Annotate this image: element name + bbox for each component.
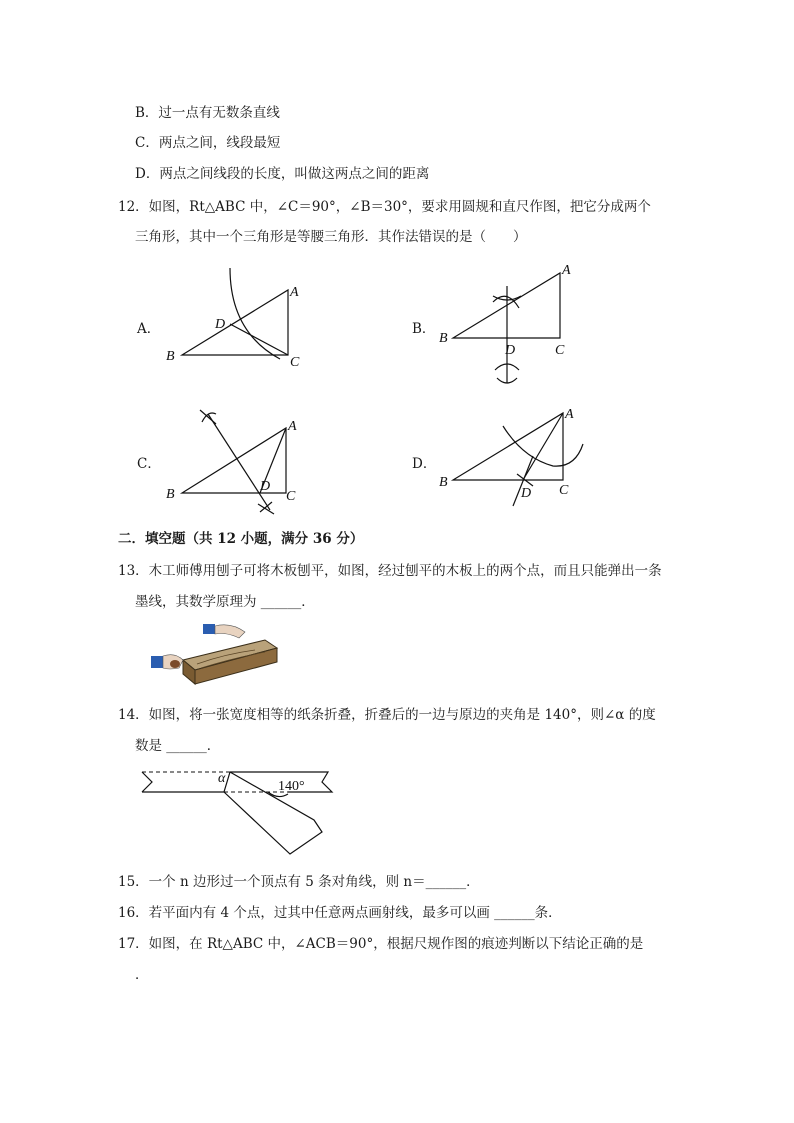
point-d-label: D — [260, 479, 271, 494]
q12-figure-d — [435, 398, 590, 516]
q12-stem-line2: 三角形，其中一个三角形是等腰三角形．其作法错误的是（ ） — [135, 229, 527, 245]
perpendicular-bisector — [208, 414, 270, 510]
arc-marks-top — [200, 410, 216, 424]
hand-right — [215, 625, 245, 638]
compass-arc — [230, 268, 280, 359]
q14-stem-line1: 14．如图，将一张宽度相等的纸条折叠，折叠后的一边与原边的夹角是 140°，则∠α 的度 — [118, 707, 656, 723]
hand-left-sleeve — [151, 656, 163, 668]
point-c-label: C — [290, 355, 300, 370]
point-b-label: B — [439, 331, 448, 346]
point-b-label: B — [166, 487, 175, 502]
q14-folded-strip-figure — [138, 762, 338, 860]
q12-figure-a — [160, 262, 310, 372]
point-a-label: A — [290, 285, 299, 300]
folded-flap — [224, 772, 322, 854]
point-c-label: C — [286, 489, 296, 504]
strip-left-end — [142, 772, 224, 792]
q13-stem-line1: 13．木工师傅用刨子可将木板刨平，如图，经过刨平的木板上的两个点，而且只能弹出一条 — [118, 563, 662, 579]
q13-carpenter-illustration — [145, 618, 285, 690]
point-b-label: B — [439, 475, 448, 490]
ink-pot — [170, 660, 180, 668]
segment-ad — [523, 413, 563, 480]
q12-label-a: A． — [137, 321, 161, 337]
section-2-title: 二．填空题（共 12 小题，满分 36 分） — [118, 531, 364, 547]
triangle-abc — [182, 428, 286, 493]
q12-figure-c — [160, 400, 310, 518]
q17-stem-line1: 17．如图，在 Rt△ABC 中，∠ACB＝90°，根据尺规作图的痕迹判断以下结论正确的是 — [118, 936, 644, 952]
triangle-abc — [453, 413, 563, 480]
q13-stem-line2: 墨线，其数学原理为 ______． — [135, 594, 315, 610]
q17-stem-line2: ． — [135, 967, 149, 983]
q11-option-d: D．两点之间线段的长度，叫做这两点之间的距离 — [135, 166, 430, 182]
segment-cd — [230, 324, 288, 355]
point-a-label: A — [562, 263, 571, 278]
q15-stem: 15．一个 n 边形过一个顶点有 5 条对角线，则 n＝______． — [118, 874, 480, 890]
hand-right-sleeve — [203, 624, 215, 634]
point-b-label: B — [166, 349, 175, 364]
triangle-abc — [182, 290, 288, 355]
point-a-label: A — [288, 419, 297, 434]
q12-label-c: C． — [137, 456, 161, 472]
point-d-label: D — [215, 317, 226, 332]
q12-stem-line1: 12．如图，Rt△ABC 中，∠C＝90°，∠B＝30°，要求用圆规和直尺作图，把它分成两个 — [118, 199, 651, 215]
q11-option-c: C．两点之间，线段最短 — [135, 135, 281, 151]
point-c-label: C — [555, 343, 565, 358]
q12-label-b: B． — [412, 321, 436, 337]
alpha-label: α — [218, 771, 226, 786]
q12-label-d: D． — [412, 456, 437, 472]
q12-figure-b — [435, 258, 580, 388]
point-a-label: A — [565, 407, 574, 422]
q14-stem-line2: 数是 ______． — [135, 738, 221, 754]
point-d-label: D — [521, 486, 532, 501]
q11-option-b: B．过一点有无数条直线 — [135, 105, 280, 121]
q16-stem: 16．若平面内有 4 个点，过其中任意两点画射线，最多可以画 ______条． — [118, 905, 562, 921]
angle-140-label: 140° — [278, 779, 305, 794]
point-c-label: C — [559, 483, 569, 498]
point-d-label: D — [505, 343, 516, 358]
